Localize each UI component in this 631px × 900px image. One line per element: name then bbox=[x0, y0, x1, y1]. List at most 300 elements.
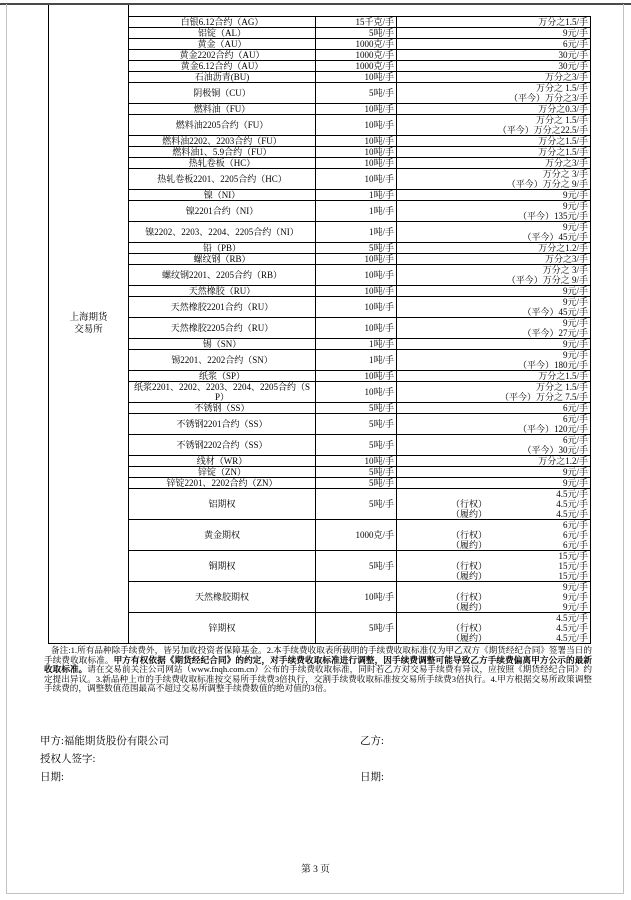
unit-cell: 1000克/手 bbox=[316, 39, 397, 50]
product-cell: 螺纹钢2201、2205合约（RB） bbox=[129, 265, 316, 286]
unit-cell: 10吨/手 bbox=[316, 382, 397, 403]
fee-value: 9元/手 bbox=[562, 297, 588, 307]
fee-line bbox=[399, 509, 588, 519]
product-cell: 锌锭2201、2202合约（ZN） bbox=[129, 478, 316, 489]
fee-line bbox=[399, 613, 588, 623]
fee-exercise-label: （行权） bbox=[451, 623, 488, 633]
fee-line bbox=[399, 489, 588, 499]
fee-line bbox=[399, 286, 588, 296]
fee-cell bbox=[397, 201, 591, 222]
unit-cell: 1000克/手 bbox=[316, 50, 397, 61]
fee-line bbox=[399, 243, 588, 253]
fee-cell bbox=[397, 61, 591, 72]
fee-value: 6元/手 bbox=[562, 530, 588, 540]
fee-value: （平今）27元/手 bbox=[522, 328, 588, 338]
fee-value: 万分之 1.5/手 bbox=[535, 115, 588, 125]
product-cell: 黄金2202合约（AU） bbox=[129, 50, 316, 61]
unit-cell: 10吨/手 bbox=[316, 147, 397, 158]
fee-line bbox=[399, 435, 588, 445]
fee-value: 15元/手 bbox=[558, 561, 588, 571]
fee-line bbox=[399, 254, 588, 264]
fee-value: 9元/手 bbox=[562, 592, 588, 602]
fee-cell bbox=[397, 582, 591, 613]
fee-exercise-label: （行权） bbox=[451, 499, 488, 509]
table-row bbox=[129, 83, 591, 104]
fee-value: （平今）45元/手 bbox=[522, 307, 588, 317]
fee-line bbox=[399, 158, 588, 168]
fee-line bbox=[399, 136, 588, 146]
notes-paragraph bbox=[44, 646, 592, 694]
fee-line bbox=[399, 414, 588, 424]
fee-line bbox=[399, 339, 588, 349]
fee-cell bbox=[397, 147, 591, 158]
fee-value: 万分之 3/手 bbox=[542, 169, 588, 179]
notes-segment: 备注:1.所有品种除手续费外，皆另加收投资者保障基金。2.本手续费收取表所载明的手续费收取标准仅为甲乙双方《期货经纪合同》签署当日的手续费收取标准。 bbox=[44, 645, 592, 665]
product-cell: 天然橡胶（RU） bbox=[129, 286, 316, 297]
fee-cell bbox=[397, 17, 591, 28]
table-row bbox=[129, 318, 591, 339]
fee-cell bbox=[397, 318, 591, 339]
fee-value: 9元/手 bbox=[562, 28, 588, 38]
table-row bbox=[129, 61, 591, 72]
table-row bbox=[129, 520, 591, 551]
unit-cell: 10吨/手 bbox=[316, 318, 397, 339]
fee-value: 6元/手 bbox=[562, 540, 588, 550]
unit-cell: 10吨/手 bbox=[316, 371, 397, 382]
table-row bbox=[129, 286, 591, 297]
product-cell: 纸浆2201、2202、2203、2204、2205合约（SP） bbox=[129, 382, 316, 403]
product-cell: 锌期权 bbox=[129, 613, 316, 644]
unit-cell: 1吨/手 bbox=[316, 339, 397, 350]
product-cell: 不锈钢2202合约（SS） bbox=[129, 435, 316, 456]
table-row bbox=[129, 478, 591, 489]
product-cell: 热轧卷板（HC） bbox=[129, 158, 316, 169]
fee-cell bbox=[397, 551, 591, 582]
fee-value: 9元/手 bbox=[562, 350, 588, 360]
table-row bbox=[129, 254, 591, 265]
fee-line bbox=[399, 623, 588, 633]
table-row bbox=[129, 136, 591, 147]
unit-cell: 5吨/手 bbox=[316, 28, 397, 39]
fee-value: （平今）30元/手 bbox=[522, 445, 588, 455]
fee-value: 4.5元/手 bbox=[556, 633, 588, 643]
product-cell: 锡（SN） bbox=[129, 339, 316, 350]
fee-line bbox=[399, 467, 588, 477]
product-cell: 阴极铜（CU） bbox=[129, 83, 316, 104]
table-row bbox=[129, 435, 591, 456]
fee-line bbox=[399, 211, 588, 221]
fee-line bbox=[399, 275, 588, 285]
fee-line bbox=[399, 115, 588, 125]
unit-cell: 5吨/手 bbox=[316, 613, 397, 644]
fee-line bbox=[399, 520, 588, 530]
product-cell: 热轧卷板2201、2205合约（HC） bbox=[129, 169, 316, 190]
fee-line bbox=[399, 478, 588, 488]
table-row bbox=[129, 222, 591, 243]
fee-line bbox=[399, 633, 588, 643]
page-edge-left bbox=[6, 4, 7, 894]
fee-cell bbox=[397, 297, 591, 318]
unit-cell: 5吨/手 bbox=[316, 83, 397, 104]
fee-value: 9元/手 bbox=[562, 467, 588, 477]
fee-cell bbox=[397, 115, 591, 136]
unit-cell: 5吨/手 bbox=[316, 551, 397, 582]
fee-value: 9元/手 bbox=[562, 318, 588, 328]
fee-line bbox=[399, 571, 588, 581]
fee-cell bbox=[397, 435, 591, 456]
fee-line bbox=[399, 424, 588, 434]
fee-cell bbox=[397, 190, 591, 201]
fee-cell bbox=[397, 169, 591, 190]
fee-line bbox=[399, 147, 588, 157]
unit-cell: 5吨/手 bbox=[316, 403, 397, 414]
fee-value: 万分之1.5/手 bbox=[538, 371, 588, 381]
fee-value: 9元/手 bbox=[562, 602, 588, 612]
fee-value: 6元/手 bbox=[562, 520, 588, 530]
product-cell: 镍2201合约（NI） bbox=[129, 201, 316, 222]
fee-value: 4.5元/手 bbox=[556, 509, 588, 519]
fee-value: 9元/手 bbox=[562, 190, 588, 200]
fee-cell bbox=[397, 28, 591, 39]
fee-table-body bbox=[129, 17, 591, 644]
fee-line bbox=[399, 371, 588, 381]
fee-value: 9元/手 bbox=[562, 222, 588, 232]
table-row bbox=[129, 613, 591, 644]
fee-value: 万分之0.3/手 bbox=[538, 104, 588, 114]
fee-line bbox=[399, 169, 588, 179]
fee-cell bbox=[397, 50, 591, 61]
fee-cell bbox=[397, 371, 591, 382]
fee-cell bbox=[397, 520, 591, 551]
fee-value: 4.5元/手 bbox=[556, 489, 588, 499]
product-cell: 黄金期权 bbox=[129, 520, 316, 551]
fee-line bbox=[399, 328, 588, 338]
product-cell: 铅（PB） bbox=[129, 243, 316, 254]
fee-line bbox=[399, 190, 588, 200]
unit-cell: 10吨/手 bbox=[316, 265, 397, 286]
fee-line bbox=[399, 297, 588, 307]
fee-value: （平今）135元/手 bbox=[517, 211, 588, 221]
fee-cell bbox=[397, 254, 591, 265]
signer-blank bbox=[360, 751, 592, 769]
fee-value: 万分之1.5/手 bbox=[538, 17, 588, 27]
table-row bbox=[129, 158, 591, 169]
fee-cell bbox=[397, 456, 591, 467]
table-row bbox=[129, 467, 591, 478]
fee-value: 9元/手 bbox=[562, 478, 588, 488]
table-row bbox=[129, 382, 591, 403]
signature-block bbox=[40, 733, 592, 787]
fee-line bbox=[399, 561, 588, 571]
product-cell: 锡2201、2202合约（SN） bbox=[129, 350, 316, 371]
date-b-label: 日期: bbox=[360, 772, 384, 783]
fee-value: 9元/手 bbox=[562, 286, 588, 296]
fee-cell bbox=[397, 265, 591, 286]
fee-line bbox=[399, 392, 588, 402]
table-row bbox=[129, 104, 591, 115]
fee-line bbox=[399, 530, 588, 540]
fee-cell bbox=[397, 467, 591, 478]
table-row bbox=[129, 17, 591, 28]
fee-value: 万分之 3/手 bbox=[542, 265, 588, 275]
fee-cell bbox=[397, 382, 591, 403]
unit-cell: 5吨/手 bbox=[316, 489, 397, 520]
fee-table-grid bbox=[128, 16, 591, 644]
fee-value: 万分之3/手 bbox=[544, 158, 588, 168]
product-cell: 燃料油2202、2203合约（FU） bbox=[129, 136, 316, 147]
signature-row-parties bbox=[40, 733, 592, 751]
fee-line bbox=[399, 318, 588, 328]
fee-cell bbox=[397, 489, 591, 520]
unit-cell: 10吨/手 bbox=[316, 158, 397, 169]
fee-exercise-label: （履约） bbox=[451, 509, 488, 519]
fee-table-inner bbox=[129, 5, 592, 644]
fee-value: 6元/手 bbox=[562, 403, 588, 413]
table-row bbox=[129, 403, 591, 414]
unit-cell: 10吨/手 bbox=[316, 169, 397, 190]
page-edge-right bbox=[623, 4, 624, 894]
table-row bbox=[129, 169, 591, 190]
page-number: 第 3 页 bbox=[301, 865, 330, 875]
fee-value: 9元/手 bbox=[562, 582, 588, 592]
fee-line bbox=[399, 540, 588, 550]
fee-exercise-label: （履约） bbox=[451, 602, 488, 612]
product-cell: 镍（NI） bbox=[129, 190, 316, 201]
table-row bbox=[129, 350, 591, 371]
fee-value: 9元/手 bbox=[562, 339, 588, 349]
table-row bbox=[129, 371, 591, 382]
fee-line bbox=[399, 403, 588, 413]
fee-cell bbox=[397, 39, 591, 50]
product-cell: 天然橡胶2201合约（RU） bbox=[129, 297, 316, 318]
unit-cell: 10吨/手 bbox=[316, 254, 397, 265]
notes-bold-segment: 甲方有权依据《期货经纪合同》的约定，对手续费收取标准进行调整，因手续费调整可能导致乙方手续费偏离甲方公示的最新收取标准。 bbox=[44, 654, 592, 675]
exchange-cell bbox=[48, 5, 129, 644]
fee-value: 4.5元/手 bbox=[556, 613, 588, 623]
fee-line bbox=[399, 61, 588, 71]
table-row bbox=[129, 72, 591, 83]
product-cell: 不锈钢（SS） bbox=[129, 403, 316, 414]
fee-cell bbox=[397, 72, 591, 83]
unit-cell: 1吨/手 bbox=[316, 190, 397, 201]
fee-line bbox=[399, 179, 588, 189]
unit-cell: 10吨/手 bbox=[316, 286, 397, 297]
fee-value: 万分之1.2/手 bbox=[538, 243, 588, 253]
product-cell: 线材（WR） bbox=[129, 456, 316, 467]
unit-cell: 10吨/手 bbox=[316, 72, 397, 83]
unit-cell: 10吨/手 bbox=[316, 115, 397, 136]
table-row bbox=[129, 201, 591, 222]
party-a-label: 甲方:福能期货股份有限公司 bbox=[40, 736, 169, 747]
unit-cell: 1000克/手 bbox=[316, 61, 397, 72]
fee-line bbox=[399, 551, 588, 561]
fee-value: （平今）万分之 9/手 bbox=[506, 179, 588, 189]
unit-cell: 5吨/手 bbox=[316, 467, 397, 478]
table-row bbox=[129, 39, 591, 50]
fee-line bbox=[399, 582, 588, 592]
unit-cell: 1000克/手 bbox=[316, 520, 397, 551]
notes-segment: 请在交易前关注公司网站（www.fnqh.com.cn）公布的手续费收取标准，同时若乙方对交易手续费有异议，应按照《期货经纪合同》约定提出异议。3.新品种上市的手续费收取标准按交易所手续费3倍执行，交割手续费收取标准按交易所手续费3倍执行。4.甲方根据交易所政策调整手续费的，调整数值范围最高不超过交易所调整手续费数值的绝对值的3倍。 bbox=[44, 664, 592, 694]
fee-table bbox=[48, 5, 592, 644]
fee-line bbox=[399, 72, 588, 82]
product-cell: 铜期权 bbox=[129, 551, 316, 582]
unit-cell: 10吨/手 bbox=[316, 136, 397, 147]
authorized-signer-label: 授权人签字: bbox=[40, 754, 96, 765]
fee-line bbox=[399, 232, 588, 242]
unit-cell: 10吨/手 bbox=[316, 297, 397, 318]
table-row bbox=[129, 551, 591, 582]
fee-value: （平今）180元/手 bbox=[517, 360, 588, 370]
fee-line bbox=[399, 592, 588, 602]
product-cell: 不锈钢2201合约（SS） bbox=[129, 414, 316, 435]
fee-value: （平今）万分之3/手 bbox=[508, 93, 588, 103]
table-row bbox=[129, 489, 591, 520]
fee-cell bbox=[397, 243, 591, 254]
fee-value: 6元/手 bbox=[562, 414, 588, 424]
fee-line bbox=[399, 350, 588, 360]
table-row bbox=[129, 339, 591, 350]
product-cell: 天然橡胶2205合约（RU） bbox=[129, 318, 316, 339]
signature-row-signer bbox=[40, 751, 592, 769]
fee-cell bbox=[397, 136, 591, 147]
fee-cell bbox=[397, 414, 591, 435]
table-row bbox=[129, 582, 591, 613]
product-cell: 燃料油（FU） bbox=[129, 104, 316, 115]
fee-line bbox=[399, 17, 588, 27]
fee-exercise-label: （履约） bbox=[451, 540, 488, 550]
fee-value: 万分之 1.5/手 bbox=[535, 382, 588, 392]
fee-value: 30元/手 bbox=[558, 50, 588, 60]
fee-value: 6元/手 bbox=[562, 435, 588, 445]
fee-line bbox=[399, 125, 588, 135]
unit-cell: 10吨/手 bbox=[316, 582, 397, 613]
fee-value: （平今）120元/手 bbox=[517, 424, 588, 434]
fee-exercise-label: （行权） bbox=[451, 530, 488, 540]
fee-cell bbox=[397, 350, 591, 371]
fee-value: 30元/手 bbox=[558, 61, 588, 71]
unit-cell: 15千克/手 bbox=[316, 17, 397, 28]
fee-cell bbox=[397, 478, 591, 489]
fee-line bbox=[399, 83, 588, 93]
fee-value: （平今）万分之22.5/手 bbox=[497, 125, 588, 135]
fee-value: 15元/手 bbox=[558, 571, 588, 581]
fee-cell bbox=[397, 403, 591, 414]
product-cell: 石油沥青(BU) bbox=[129, 72, 316, 83]
fee-line bbox=[399, 104, 588, 114]
fee-line bbox=[399, 265, 588, 275]
fee-value: 15元/手 bbox=[558, 551, 588, 561]
unit-cell: 5吨/手 bbox=[316, 435, 397, 456]
table-row bbox=[129, 297, 591, 318]
fee-line bbox=[399, 222, 588, 232]
product-cell: 锌锭（ZN） bbox=[129, 467, 316, 478]
party-b-label: 乙方: bbox=[360, 736, 384, 747]
table-row bbox=[129, 28, 591, 39]
fee-value: 万分之3/手 bbox=[544, 72, 588, 82]
product-cell: 铝锭（AL） bbox=[129, 28, 316, 39]
table-row bbox=[129, 265, 591, 286]
fee-line bbox=[399, 382, 588, 392]
fee-value: （平今）45元/手 bbox=[522, 232, 588, 242]
fee-cell bbox=[397, 83, 591, 104]
product-cell: 燃料油1、5.9合约（FU） bbox=[129, 147, 316, 158]
fee-line bbox=[399, 445, 588, 455]
unit-cell: 10吨/手 bbox=[316, 104, 397, 115]
fee-value: 万分之1.5/手 bbox=[538, 136, 588, 146]
fee-line bbox=[399, 28, 588, 38]
table-row bbox=[129, 115, 591, 136]
fee-line bbox=[399, 50, 588, 60]
fee-cell bbox=[397, 286, 591, 297]
fee-line bbox=[399, 499, 588, 509]
fee-value: 4.5元/手 bbox=[556, 623, 588, 633]
table-row bbox=[129, 147, 591, 158]
fee-cell bbox=[397, 339, 591, 350]
unit-cell: 1吨/手 bbox=[316, 350, 397, 371]
signature-row-dates bbox=[40, 769, 592, 787]
product-cell: 白银6.12合约（AG） bbox=[129, 17, 316, 28]
fee-cell bbox=[397, 613, 591, 644]
unit-cell: 5吨/手 bbox=[316, 414, 397, 435]
fee-exercise-label: （行权） bbox=[451, 592, 488, 602]
fee-cell bbox=[397, 222, 591, 243]
product-cell: 铝期权 bbox=[129, 489, 316, 520]
product-cell: 黄金6.12合约（AU） bbox=[129, 61, 316, 72]
product-cell: 黄金（AU） bbox=[129, 39, 316, 50]
fee-line bbox=[399, 602, 588, 612]
product-cell: 螺纹钢（RB） bbox=[129, 254, 316, 265]
fee-value: 6元/手 bbox=[562, 39, 588, 49]
fee-line bbox=[399, 360, 588, 370]
unit-cell: 1吨/手 bbox=[316, 222, 397, 243]
table-row bbox=[129, 414, 591, 435]
fee-value: 万分之1.2/手 bbox=[538, 456, 588, 466]
fee-value: 万分之1.5/手 bbox=[538, 147, 588, 157]
date-a-label: 日期: bbox=[40, 772, 64, 783]
fee-value: 万分之3/手 bbox=[544, 254, 588, 264]
table-row bbox=[129, 243, 591, 254]
fee-value: 9元/手 bbox=[562, 201, 588, 211]
fee-exercise-label: （行权） bbox=[451, 561, 488, 571]
page-edge-bottom bbox=[6, 893, 624, 894]
fee-value: 4.5元/手 bbox=[556, 499, 588, 509]
unit-cell: 5吨/手 bbox=[316, 478, 397, 489]
product-cell: 镍2202、2203、2204、2205合约（NI） bbox=[129, 222, 316, 243]
fee-cell bbox=[397, 104, 591, 115]
fee-value: （平今）万分之 9/手 bbox=[506, 275, 588, 285]
fee-exercise-label: （履约） bbox=[451, 633, 488, 643]
fee-line bbox=[399, 39, 588, 49]
fee-line bbox=[399, 307, 588, 317]
product-cell: 纸浆（SP） bbox=[129, 371, 316, 382]
fee-line bbox=[399, 93, 588, 103]
fee-value: 万分之 1.5/手 bbox=[535, 83, 588, 93]
unit-cell: 10吨/手 bbox=[316, 456, 397, 467]
fee-cell bbox=[397, 158, 591, 169]
fee-value: （平今）万分之 7.5/手 bbox=[499, 392, 588, 402]
exchange-label: 上海期货交易所 bbox=[69, 313, 108, 335]
table-row bbox=[129, 456, 591, 467]
unit-cell: 1吨/手 bbox=[316, 201, 397, 222]
fee-line bbox=[399, 201, 588, 211]
product-cell: 天然橡胶期权 bbox=[129, 582, 316, 613]
table-row bbox=[129, 50, 591, 61]
fee-line bbox=[399, 456, 588, 466]
fee-exercise-label: （履约） bbox=[451, 571, 488, 581]
unit-cell: 5吨/手 bbox=[316, 243, 397, 254]
table-row bbox=[129, 190, 591, 201]
product-cell: 燃料油2205合约（FU） bbox=[129, 115, 316, 136]
